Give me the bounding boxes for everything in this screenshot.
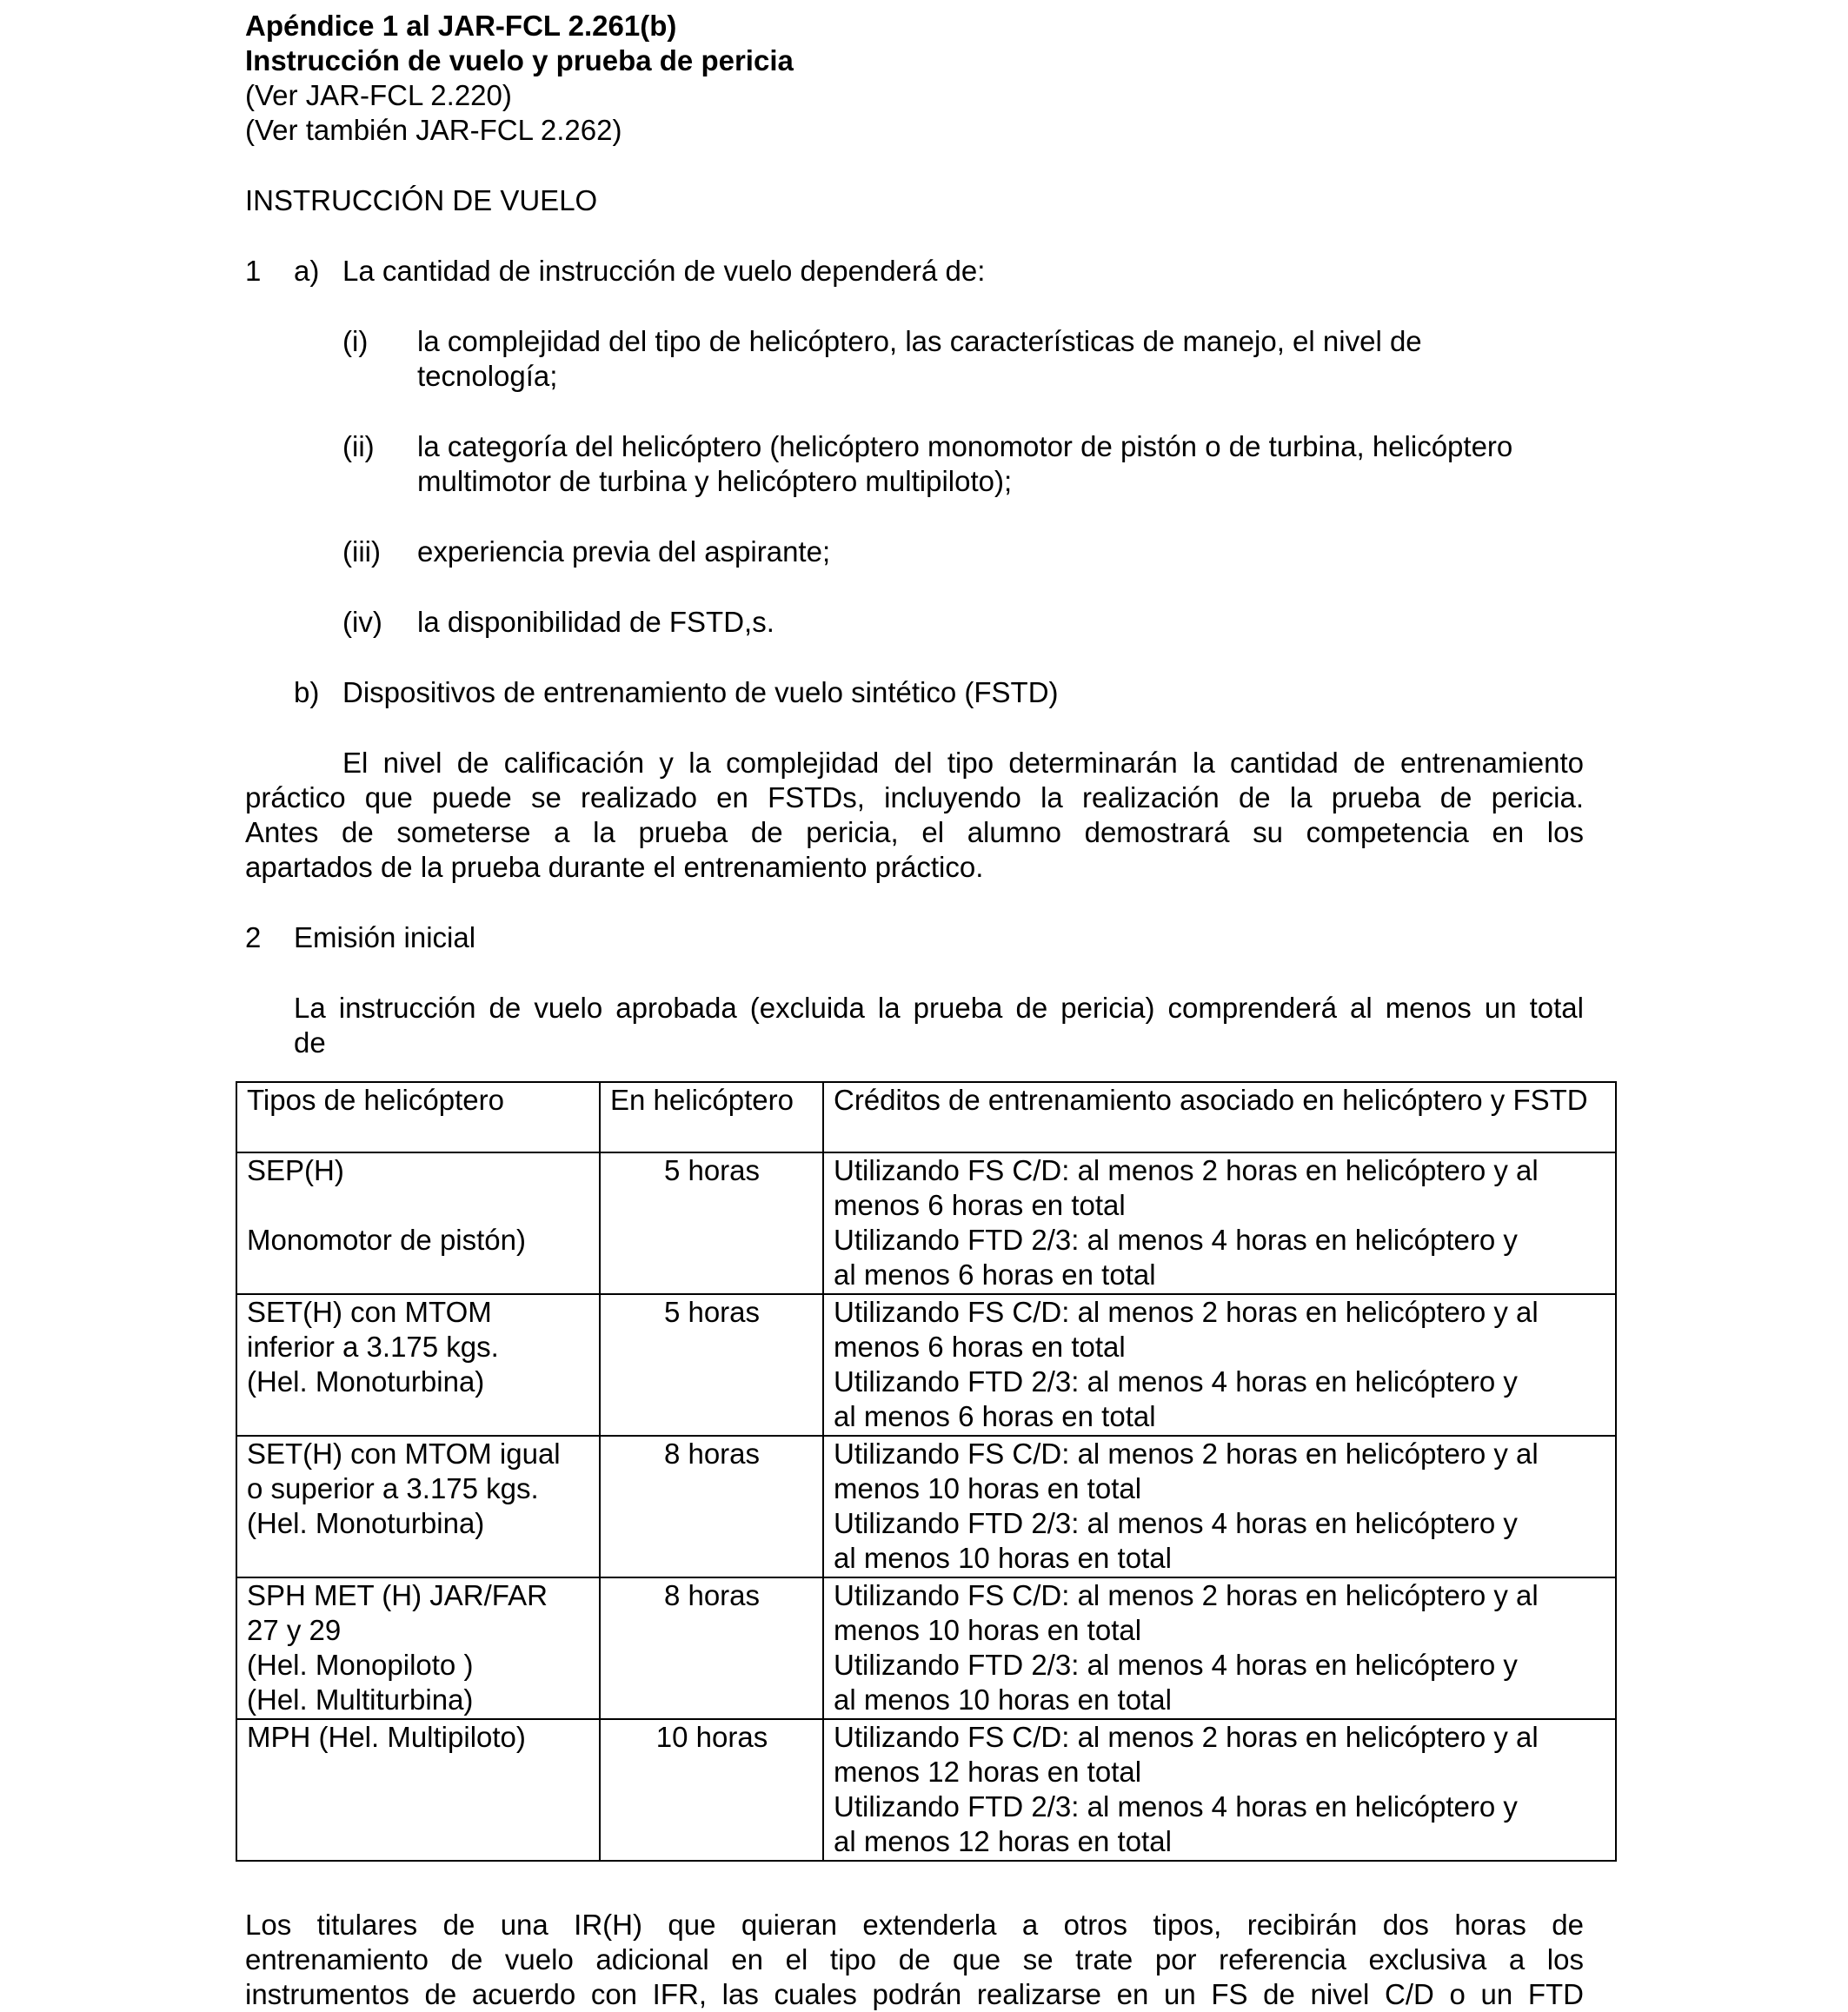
type-line: (Hel. Monoturbina) — [247, 1365, 485, 1398]
type-cell — [236, 1577, 600, 1719]
type-cell — [236, 1436, 600, 1577]
document-title: Apéndice 1 al JAR-FCL 2.261(b) — [245, 10, 677, 42]
reference-line-2: (Ver también JAR-FCL 2.262) — [245, 114, 622, 146]
subitem-iv-line1: la disponibilidad de FSTD,s. — [417, 606, 774, 638]
fstd-paragraph-line-2: práctico que puede se realizado en FSTDs, incluyendo la realización de la prueba de pericia. — [245, 781, 1584, 813]
subitem-i-line1: la complejidad del tipo de helicóptero, las características de manejo, el nivel de — [417, 325, 1422, 357]
credits-line: al menos 10 horas en total — [834, 1542, 1172, 1574]
subitem-ii-line1: la categoría del helicóptero (helicóptero monomotor de pistón o de turbina, helicóptero — [417, 430, 1513, 462]
type-line: SET(H) con MTOM igual — [247, 1438, 561, 1470]
type-line — [247, 1188, 590, 1223]
hours-cell: 5 horas — [600, 1152, 823, 1294]
fstd-paragraph-line-4: apartados de la prueba durante el entrenamiento práctico. — [245, 851, 984, 883]
type-cell — [236, 1294, 600, 1436]
credits-cell — [823, 1719, 1616, 1861]
type-cell — [236, 1719, 600, 1861]
hours-cell: 5 horas — [600, 1294, 823, 1436]
subitem-i-number: (i) — [342, 325, 369, 357]
hours-cell: 8 horas — [600, 1436, 823, 1577]
credits-line: al menos 10 horas en total — [834, 1683, 1172, 1716]
subitem-iv-number: (iv) — [342, 606, 382, 638]
credits-line: Utilizando FS C/D: al menos 2 horas en helicóptero y al — [834, 1579, 1539, 1611]
hours-cell: 10 horas — [600, 1719, 823, 1861]
type-line: (Hel. Multiturbina) — [247, 1683, 474, 1716]
table-row — [236, 1152, 1616, 1294]
item-1a-letter: a) — [294, 255, 320, 287]
training-hours-table — [236, 1081, 1617, 1862]
credits-line: al menos 6 horas en total — [834, 1400, 1156, 1432]
type-cell — [236, 1152, 600, 1294]
type-line: 27 y 29 — [247, 1614, 342, 1646]
credits-line: Utilizando FTD 2/3: al menos 4 horas en helicóptero y — [834, 1224, 1518, 1256]
credits-line: Utilizando FS C/D: al menos 2 horas en helicóptero y al — [834, 1154, 1539, 1186]
credits-line: menos 10 horas en total — [834, 1614, 1142, 1646]
item-2-number: 2 — [245, 921, 262, 953]
hours-cell: 8 horas — [600, 1577, 823, 1719]
type-line: o superior a 3.175 kgs. — [247, 1472, 539, 1504]
item-2-title: Emisión inicial — [294, 921, 476, 953]
type-line: (Hel. Monopiloto ) — [247, 1649, 474, 1681]
table-header-row — [236, 1082, 1616, 1152]
footer-paragraph-line-3: instrumentos de acuerdo con IFR, las cuales podrán realizarse en un FS de nivel C/D o un FTD — [245, 1978, 1584, 2010]
reference-line-1: (Ver JAR-FCL 2.220) — [245, 79, 512, 111]
item-1b-letter: b) — [294, 676, 320, 708]
credits-cell — [823, 1436, 1616, 1577]
credits-line: Utilizando FS C/D: al menos 2 horas en helicóptero y al — [834, 1438, 1539, 1470]
subitem-ii-number: (ii) — [342, 430, 375, 462]
footer-paragraph-line-2: entrenamiento de vuelo adicional en el tipo de que se trate por referencia exclusiva a los — [245, 1943, 1584, 1975]
table-row — [236, 1294, 1616, 1436]
footer-paragraph-line-1: Los titulares de una IR(H) que quieran extenderla a otros tipos, recibirán dos horas de — [245, 1909, 1584, 1941]
section-title: INSTRUCCIÓN DE VUELO — [245, 184, 598, 216]
credits-cell — [823, 1152, 1616, 1294]
credits-cell — [823, 1577, 1616, 1719]
credits-line: menos 12 horas en total — [834, 1756, 1142, 1788]
header-training-credits: Créditos de entrenamiento asociado en helicóptero y FSTD — [823, 1082, 1616, 1152]
credits-line: Utilizando FTD 2/3: al menos 4 horas en helicóptero y — [834, 1649, 1518, 1681]
item-2-intro-line-1: La instrucción de vuelo aprobada (excluida la prueba de pericia) comprenderá al menos un total — [294, 992, 1584, 1024]
header-helicopter-types: Tipos de helicóptero — [236, 1082, 600, 1152]
credits-line: Utilizando FS C/D: al menos 2 horas en helicóptero y al — [834, 1721, 1539, 1753]
fstd-paragraph-line-1: El nivel de calificación y la complejidad del tipo determinarán la cantidad de entrenamiento — [342, 747, 1584, 779]
type-line: (Hel. Monoturbina) — [247, 1507, 485, 1539]
type-line: SPH MET (H) JAR/FAR — [247, 1579, 548, 1611]
subitem-iii-number: (iii) — [342, 535, 381, 568]
table-row — [236, 1719, 1616, 1861]
type-line: inferior a 3.175 kgs. — [247, 1331, 499, 1363]
item-1a-text: La cantidad de instrucción de vuelo dependerá de: — [342, 255, 986, 287]
credits-cell — [823, 1294, 1616, 1436]
credits-line: Utilizando FS C/D: al menos 2 horas en helicóptero y al — [834, 1296, 1539, 1328]
fstd-paragraph-line-3: Antes de someterse a la prueba de pericia, el alumno demostrará su competencia en los — [245, 816, 1584, 848]
document-subtitle: Instrucción de vuelo y prueba de pericia — [245, 44, 794, 76]
credits-line: menos 10 horas en total — [834, 1472, 1142, 1504]
item-1b-text: Dispositivos de entrenamiento de vuelo sintético (FSTD) — [342, 676, 1059, 708]
credits-line: Utilizando FTD 2/3: al menos 4 horas en helicóptero y — [834, 1365, 1518, 1398]
table-row — [236, 1436, 1616, 1577]
subitem-i-line2: tecnología; — [417, 360, 558, 392]
header-in-helicopter: En helicóptero — [600, 1082, 823, 1152]
credits-line: Utilizando FTD 2/3: al menos 4 horas en helicóptero y — [834, 1507, 1518, 1539]
type-line: MPH (Hel. Multipiloto) — [247, 1721, 526, 1753]
type-line: Monomotor de pistón) — [247, 1224, 526, 1256]
item-2-intro-line-2: de — [294, 1026, 326, 1059]
credits-line: menos 6 horas en total — [834, 1189, 1126, 1221]
type-line: SET(H) con MTOM — [247, 1296, 492, 1328]
item-1-number: 1 — [245, 255, 262, 287]
subitem-iii-line1: experiencia previa del aspirante; — [417, 535, 831, 568]
subitem-ii-line2: multimotor de turbina y helicóptero multipiloto); — [417, 465, 1013, 497]
credits-line: Utilizando FTD 2/3: al menos 4 horas en helicóptero y — [834, 1790, 1518, 1823]
table-row — [236, 1577, 1616, 1719]
credits-line: al menos 6 horas en total — [834, 1258, 1156, 1291]
type-line: SEP(H) — [247, 1154, 344, 1186]
credits-line: menos 6 horas en total — [834, 1331, 1126, 1363]
credits-line: al menos 12 horas en total — [834, 1825, 1172, 1857]
